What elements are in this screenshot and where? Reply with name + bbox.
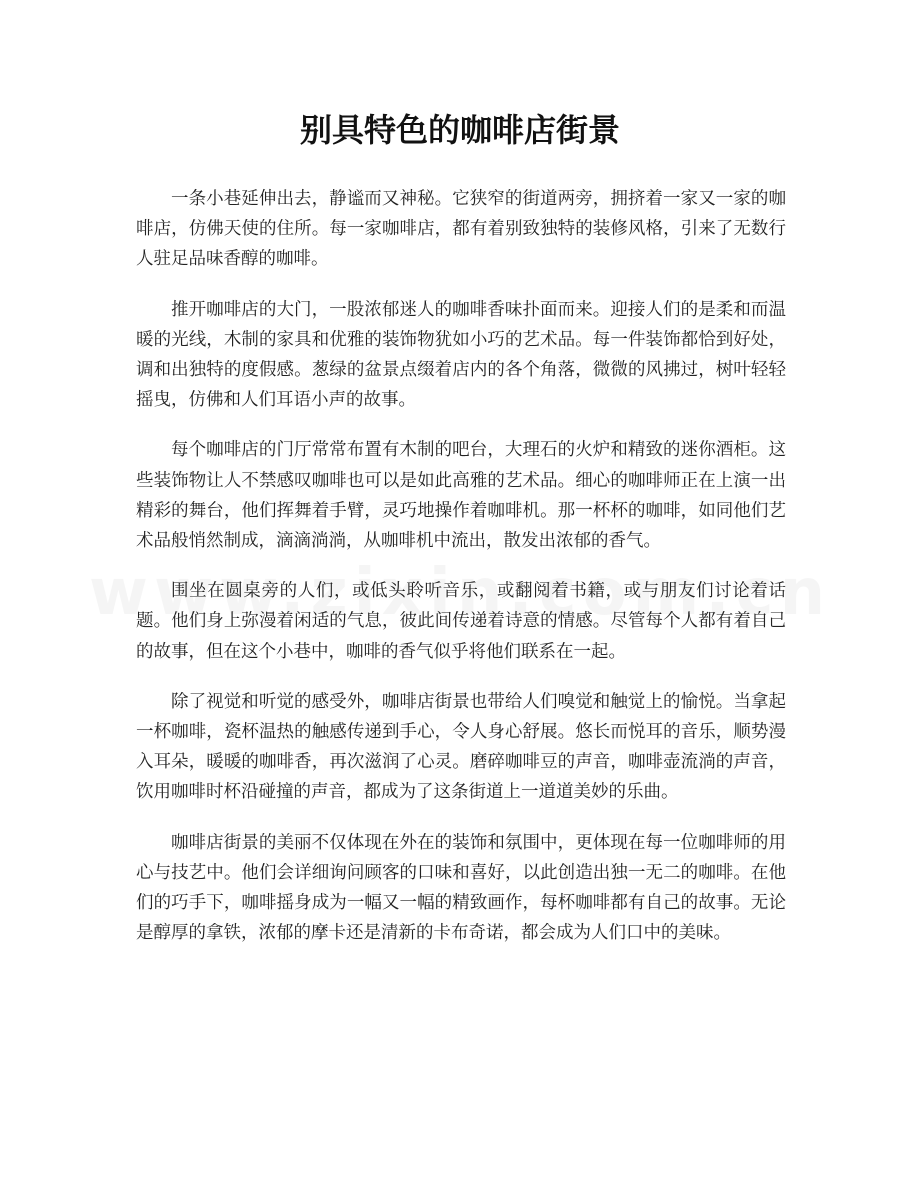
- document-title: 别具特色的咖啡店街景: [299, 111, 620, 149]
- paragraph: 咖啡店街景的美丽不仅体现在外在的装饰和氛围中，更体现在每一位咖啡师的用心与技艺中。他们会详细询问顾客的口味和喜好，以此创造出独一无二的咖啡。在他们的巧手下，咖啡摇身成为一幅又一幅的精致画作，每杯咖啡都有自己的故事。无论是醇厚的拿铁，浓郁的摩卡还是清新的卡布奇诺，都会成为人们口中的美味。: [136, 832, 786, 944]
- paragraph: 除了视觉和听觉的感受外，咖啡店街景也带给人们嗅觉和触觉上的愉悦。当拿起一杯咖啡，瓷杯温热的触感传递到手心，令人身心舒展。悠长而悦耳的音乐，顺势漫入耳朵，暖暖的咖啡香，再次滋润了心灵。磨碎咖啡豆的声音，咖啡壶流淌的声音，饮用咖啡时杯沿碰撞的声音，都成为了这条街道上一道道美妙的乐曲。: [136, 691, 786, 803]
- paragraph: 推开咖啡店的大门，一股浓郁迷人的咖啡香味扑面而来。迎接人们的是柔和而温暖的光线，木制的家具和优雅的装饰物犹如小巧的艺术品。每一件装饰都恰到好处，调和出独特的度假感。葱绿的盆景点缀着店内的各个角落，微微的风拂过，树叶轻轻摇曳，仿佛和人们耳语小声的故事。: [136, 299, 786, 411]
- paragraph: 围坐在圆桌旁的人们，或低头聆听音乐，或翻阅着书籍，或与朋友们讨论着话题。他们身上弥漫着闲适的气息，彼此间传递着诗意的情感。尽管每个人都有着自己的故事，但在这个小巷中，咖啡的香气似乎将他们联系在一起。: [136, 581, 786, 662]
- document-body: [136, 184, 786, 968]
- paragraph: 一条小巷延伸出去，静谧而又神秘。它狭窄的街道两旁，拥挤着一家又一家的咖啡店，仿佛天使的住所。每一家咖啡店，都有着别致独特的装修风格，引来了无数行人驻足品味香醇的咖啡。: [136, 189, 786, 270]
- paragraph: 每个咖啡店的门厅常常布置有木制的吧台，大理石的火炉和精致的迷你酒柜。这些装饰物让人不禁感叹咖啡也可以是如此高雅的艺术品。细心的咖啡师正在上演一出精彩的舞台，他们挥舞着手臂，灵巧地操作着咖啡机。那一杯杯的咖啡，如同他们艺术品般悄然制成，滴滴淌淌，从咖啡机中流出，散发出浓郁的香气。: [136, 440, 786, 552]
